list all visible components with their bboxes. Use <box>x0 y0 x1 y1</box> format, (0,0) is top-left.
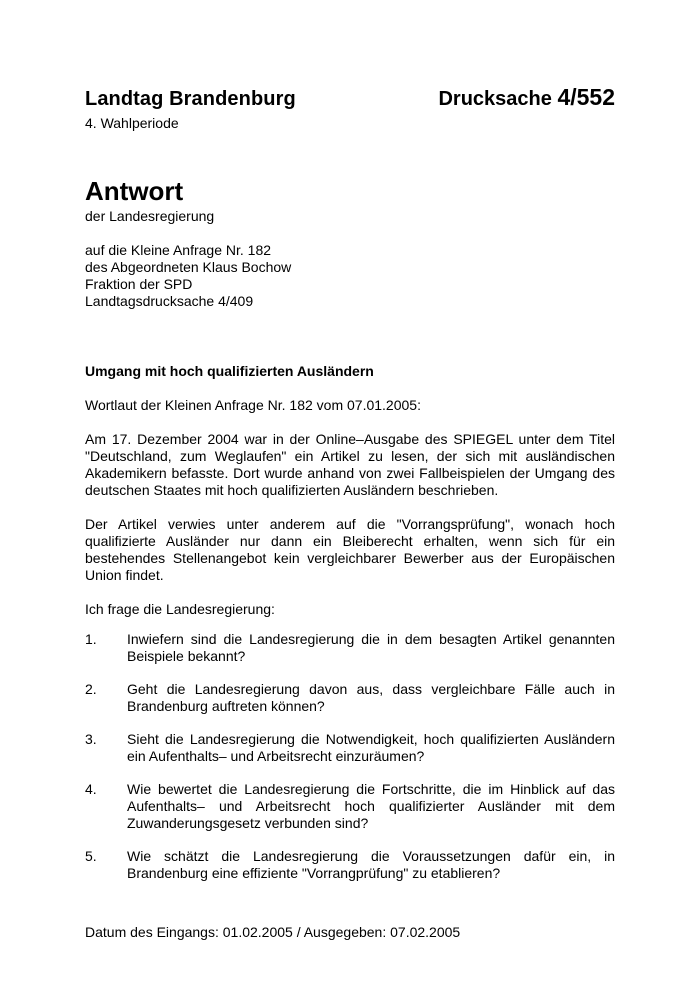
question-text: Sieht die Landesregierung die Notwendigkeit, hoch qualifizierten Ausländern ein Aufenthalts– und Arbeitsrecht einzuräumen? <box>127 731 615 764</box>
reference-line: Fraktion der SPD <box>85 276 193 292</box>
body-paragraph: Am 17. Dezember 2004 war in der Online–Ausgabe des SPIEGEL unter dem Titel "Deutschland, zum Weglaufen" ein Artikel zu lesen, der sich mit ausländischen Akademikern befasste. Dort wurde anhand von zwei Fallbeispielen der Umgang des deutschen Staates mit hoch qualifizierten Ausländern beschrieben. <box>85 431 615 498</box>
reference-line: auf die Kleine Anfrage Nr. 182 <box>85 242 272 258</box>
document-page <box>85 84 615 941</box>
inquiry-topic: Umgang mit hoch qualifizierten Ausländern <box>85 363 374 379</box>
body-paragraph: Der Artikel verwies unter anderem auf die "Vorrangsprüfung", wonach hoch qualifizierte Ausländer nur dann ein Bleiberecht erhalten, wenn sich für ein bestehendes Stellenangebot kein vergleichbarer Bewerber aus der Europäischen Union findet. <box>85 516 615 583</box>
question-list <box>85 631 615 882</box>
legislative-period: 4. Wahlperiode <box>85 115 179 131</box>
question-item <box>85 731 615 765</box>
inquiry-intro: Wortlaut der Kleinen Anfrage Nr. 182 vom 07.01.2005: <box>85 397 421 413</box>
question-number: 5. <box>85 848 97 864</box>
question-number: 4. <box>85 781 97 797</box>
question-text: Geht die Landesregierung davon aus, dass vergleichbare Fälle auch in Brandenburg auftreten können? <box>127 681 615 714</box>
question-number: 2. <box>85 681 97 697</box>
question-text: Inwiefern sind die Landesregierung die in dem besagten Artikel genannten Beispiele bekannt? <box>127 631 615 664</box>
question-item <box>85 631 615 665</box>
parliament-name: Landtag Brandenburg <box>85 88 296 110</box>
question-text: Wie schätzt die Landesregierung die Voraussetzungen dafür ein, in Brandenburg eine effiziente "Vorrangprüfung" zu etablieren? <box>127 848 615 881</box>
question-text: Wie bewertet die Landesregierung die Fortschritte, die im Hinblick auf das Aufenthalts– und Arbeitsrecht hoch qualifizierter Ausländer mit dem Zuwanderungsgesetz verbunden sind? <box>127 781 615 831</box>
document-number-label: Drucksache <box>438 88 552 110</box>
reference-block <box>85 242 615 310</box>
document-number <box>438 84 615 111</box>
question-item <box>85 781 615 832</box>
reference-line: des Abgeordneten Klaus Bochow <box>85 259 292 275</box>
question-number: 3. <box>85 731 97 747</box>
document-subtitle: der Landesregierung <box>85 208 215 224</box>
question-item <box>85 848 615 882</box>
document-number-value: 4/552 <box>557 84 615 110</box>
document-header <box>85 84 615 116</box>
receipt-date-line: Datum des Eingangs: 01.02.2005 / Ausgegeben: 07.02.2005 <box>85 924 461 940</box>
question-item <box>85 681 615 715</box>
question-number: 1. <box>85 631 97 647</box>
question-lead: Ich frage die Landesregierung: <box>85 601 275 617</box>
reference-line: Landtagsdrucksache 4/409 <box>85 293 254 309</box>
document-type: Antwort <box>85 176 184 206</box>
